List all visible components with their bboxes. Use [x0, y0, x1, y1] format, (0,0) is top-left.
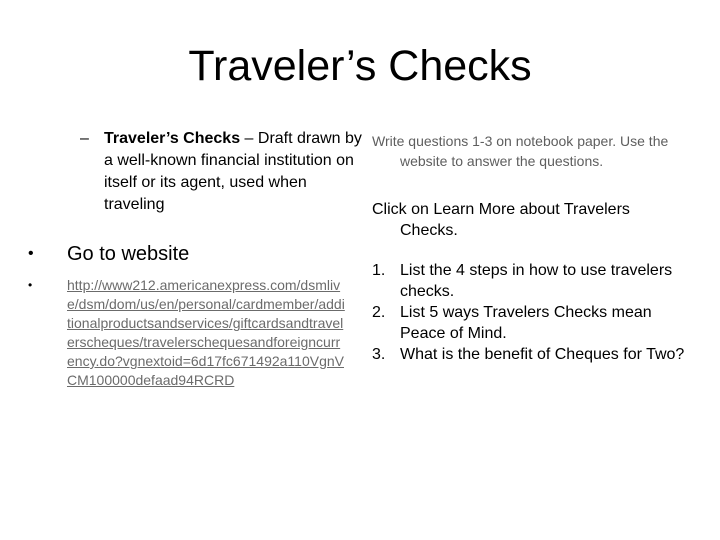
question-number: 2.: [372, 304, 386, 321]
right-column: [372, 131, 692, 365]
bullet-text: Go to website: [67, 243, 190, 265]
question-item: [372, 302, 685, 344]
learn-more-text: Click on Learn More about Travelers Checks.: [372, 201, 630, 239]
question-number: 3.: [372, 346, 386, 363]
question-text: What is the benefit of Cheques for Two?: [400, 346, 685, 363]
definition-item: [80, 128, 366, 216]
bullet-go-to-website: [28, 241, 358, 267]
definition-text: – Draft drawn by a well-known financial institution on itself or its agent, used when traveling: [104, 130, 362, 213]
bullet-marker: •: [28, 245, 34, 262]
bullet-marker: •: [28, 278, 33, 292]
definition-term: Traveler’s Checks: [104, 130, 241, 147]
question-item: [372, 344, 685, 365]
website-link[interactable]: http://www212.americanexpress.com/dsmlive/dsm/dom/us/en/personal/cardmember/additionalproductsandservices/giftcardsandtravelerscheques/travelerschequesandforeigncurrency.do?vgnextoid=6d17fc671492a110VgnVCM100000defaad94RCRD: [67, 277, 345, 388]
dash-marker: –: [80, 130, 89, 147]
slide-title: Traveler’s Checks: [188, 42, 532, 90]
left-column: [28, 128, 362, 390]
question-item: [372, 260, 685, 302]
question-text: List the 4 steps in how to use travelers checks.: [400, 262, 673, 300]
question-list: [372, 260, 692, 365]
question-text: List 5 ways Travelers Checks mean Peace of Mind.: [400, 304, 652, 342]
question-number: 1.: [372, 262, 386, 279]
instructions-text: Write questions 1-3 on notebook paper. Use the website to answer the questions.: [372, 133, 669, 169]
bullet-url: [28, 276, 347, 390]
